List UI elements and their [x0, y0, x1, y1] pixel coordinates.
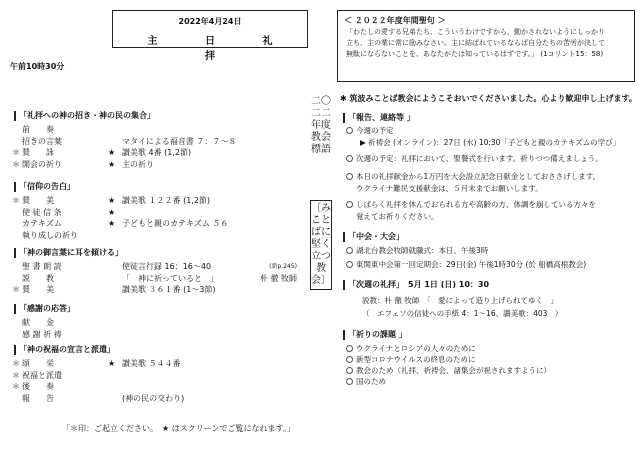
motto-title: 二〇二二年度 教会標語: [311, 96, 341, 155]
order-label: 頌 栄: [22, 359, 54, 368]
order-right: 朴 徹 牧師: [259, 273, 297, 283]
order-label: 献 金: [22, 318, 54, 327]
annual-verse-heading: ＜ ２０２２年度年間聖句 ＞: [344, 16, 446, 25]
verse-line: 「わたしの愛する兄弟たち、こういうわけですから、動かされないようにしっかり: [346, 28, 605, 36]
order-label: 賛 美: [22, 196, 54, 205]
order-label: 説 教: [22, 273, 54, 283]
order-row: [12, 124, 297, 135]
bullet-icon: [346, 356, 353, 363]
order-label: 賛 詠: [22, 148, 54, 157]
asterisk-icon: ✱: [340, 94, 347, 103]
order-content: 子どもと親のカテキズム ５６: [122, 219, 229, 228]
order-label: 使 徒 信 条: [22, 207, 62, 217]
prayer-item: 新型コロナウイルスの終息のために: [346, 354, 476, 365]
order-row: [12, 261, 297, 272]
presbytery-item: 東関東中会第一回定期会：29日(金) 午後1時30分 (於 船橋高根教会): [346, 259, 586, 270]
order-row: [12, 147, 297, 158]
order-label: 前 奏: [22, 125, 54, 134]
prayer-heading: 「祈りの課題 」: [343, 330, 407, 340]
order-content: 讃美歌 4番 (1,2節): [122, 148, 192, 157]
order-row: [12, 317, 297, 328]
service-title-box: [112, 10, 308, 62]
presbytery-item: 湖北台教会牧師就職式：本日、午後3時: [346, 245, 488, 256]
presbytery-heading: 「中会・大会」: [343, 232, 404, 242]
order-row: [12, 329, 297, 340]
asterisk-mark: ＊: [12, 148, 20, 157]
announcement-item: 本日の礼拝献金から1万円を大会設立記念日献金としておささげします。: [346, 171, 600, 182]
order-label: 執り成しの祈り: [22, 230, 78, 240]
order-label: 招きの言葉: [22, 136, 62, 146]
order-row: [12, 381, 297, 392]
announcement-item-cont: 覚えてお祈りください。: [356, 212, 439, 221]
order-label: 開会の祈り: [22, 159, 62, 169]
order-label: 感 謝 祈 祷: [22, 329, 62, 339]
order-row: [12, 273, 297, 284]
next-reading: （ エフェソの信徒への手紙 4：1～16、讃美歌：403 ）: [362, 309, 563, 318]
asterisk-mark: ＊: [12, 382, 20, 391]
asterisk-mark: ＊: [12, 159, 20, 169]
order-label: 賛 美: [22, 285, 54, 294]
order-row: [12, 207, 297, 218]
motto-text: 〔みことばに堅く立つ教会〕: [310, 200, 332, 290]
announcements-heading: 「報告、連絡等 」: [343, 113, 415, 123]
order-content: 讃美歌 ３６１番 (1～3節): [122, 285, 216, 294]
service-time: 午前10時30分: [10, 62, 65, 71]
footnote: 「＊印：ご起立ください。 ★ はスクリーンでご覧になれます。」: [62, 424, 295, 433]
bullet-icon: [346, 378, 353, 385]
announcement-item: 次週の予定：礼拝において、聖餐式を行います。祈りつつ備えましょう。: [346, 153, 603, 164]
order-row: [12, 159, 297, 170]
announcement-subitem: ▶ 祈祷会 (オンライン)：27日 (水) 10:30「子どもと親のカテキズムの学び」: [360, 138, 621, 147]
announcement-item: しばらく礼拝を休んでおられる方や高齢の方、体調を崩している方々を: [346, 199, 596, 210]
service-title: 主 日 礼 拝: [147, 36, 295, 62]
order-row: [12, 230, 297, 241]
section-heading: 「神の祝福の宣言と派遣」: [14, 345, 115, 355]
announcement-item: 今週の予定: [346, 125, 394, 136]
order-content: 主の祈り: [122, 159, 154, 169]
order-row: [12, 370, 297, 381]
prayer-item: 教会のため（礼拝、祈祷会、諸集会が祝されますように）: [346, 365, 551, 376]
screen-star-icon: ★: [108, 196, 116, 205]
order-row: [12, 218, 297, 229]
verse-line: 無駄にならないことを、あなたがたは知っているはずです。」 (1コリント15：58): [346, 50, 604, 58]
welcome-message: [340, 94, 637, 104]
next-sermon: 説教：朴 徹 牧師 「 愛によって造り上げられてゆく 」: [362, 296, 559, 305]
asterisk-mark: ＊: [12, 285, 20, 294]
asterisk-mark: ＊: [12, 359, 20, 368]
screen-star-icon: ★: [108, 148, 116, 157]
order-content: 「 神に祈っていると 」: [122, 273, 218, 283]
bullet-icon: [346, 155, 353, 162]
annual-verse-box: [337, 10, 635, 82]
section-heading: 「神の御言葉に耳を傾ける」: [14, 248, 123, 258]
order-row: [12, 284, 297, 295]
order-label: 聖 書 朗 読: [22, 262, 62, 271]
order-content: 使徒言行録 16：16～40: [122, 262, 212, 271]
screen-star-icon: ★: [108, 219, 116, 228]
asterisk-mark: ＊: [12, 196, 20, 205]
verse-line: 立ち、主の業に常に励みなさい。主に結ばれているならば自分たちの苦労が決して: [346, 39, 605, 47]
order-row: [12, 195, 297, 206]
order-row: [12, 136, 297, 147]
section-heading: 「信仰の告白」: [14, 182, 75, 192]
bullet-icon: [346, 201, 353, 208]
bullet-icon: [346, 345, 353, 352]
bullet-icon: [346, 261, 353, 268]
service-date: 2022年4月24日: [178, 17, 242, 26]
screen-star-icon: ★: [108, 159, 116, 169]
bullet-icon: [346, 127, 353, 134]
order-content: マタイによる福音書 ７：７～８: [122, 136, 237, 146]
order-row: [12, 393, 297, 404]
order-content: 讃美歌 ５４４番: [122, 359, 181, 368]
screen-star-icon: ★: [108, 359, 116, 368]
order-label: 後 奏: [22, 382, 54, 391]
next-worship-heading: 「次週の礼拝」 5月 1日 (日) 10：30: [343, 280, 489, 290]
welcome-text: 筑波みことば教会にようこそおいでくださいました。心より歓迎申し上げます。: [349, 94, 637, 103]
order-label: 報 告: [22, 393, 54, 403]
screen-star-icon: ★: [108, 207, 116, 217]
bullet-icon: [346, 247, 353, 254]
order-row: [12, 358, 297, 369]
order-label: カテキズム: [22, 219, 62, 228]
section-heading: 「感謝の応答」: [14, 304, 75, 314]
order-content: (神の民の交わり): [122, 393, 185, 403]
announcement-item-cont: ウクライナ難民支援献金は、５月末までお願いします。: [356, 184, 543, 193]
annual-verse-text: [346, 27, 628, 60]
section-heading: 「礼拝への神の招き・神の民の集合」: [14, 111, 155, 121]
order-right: (新p.245): [269, 263, 297, 270]
order-label: 祝福と派遣: [22, 370, 62, 380]
order-content: 讃美歌 １２２番 (1,2節): [122, 196, 211, 205]
bullet-icon: [346, 173, 353, 180]
bullet-icon: [346, 367, 353, 374]
prayer-item: ウクライナとロシアの人々のために: [346, 343, 476, 354]
prayer-item: 国のため: [346, 376, 386, 387]
asterisk-mark: ＊: [12, 370, 20, 380]
